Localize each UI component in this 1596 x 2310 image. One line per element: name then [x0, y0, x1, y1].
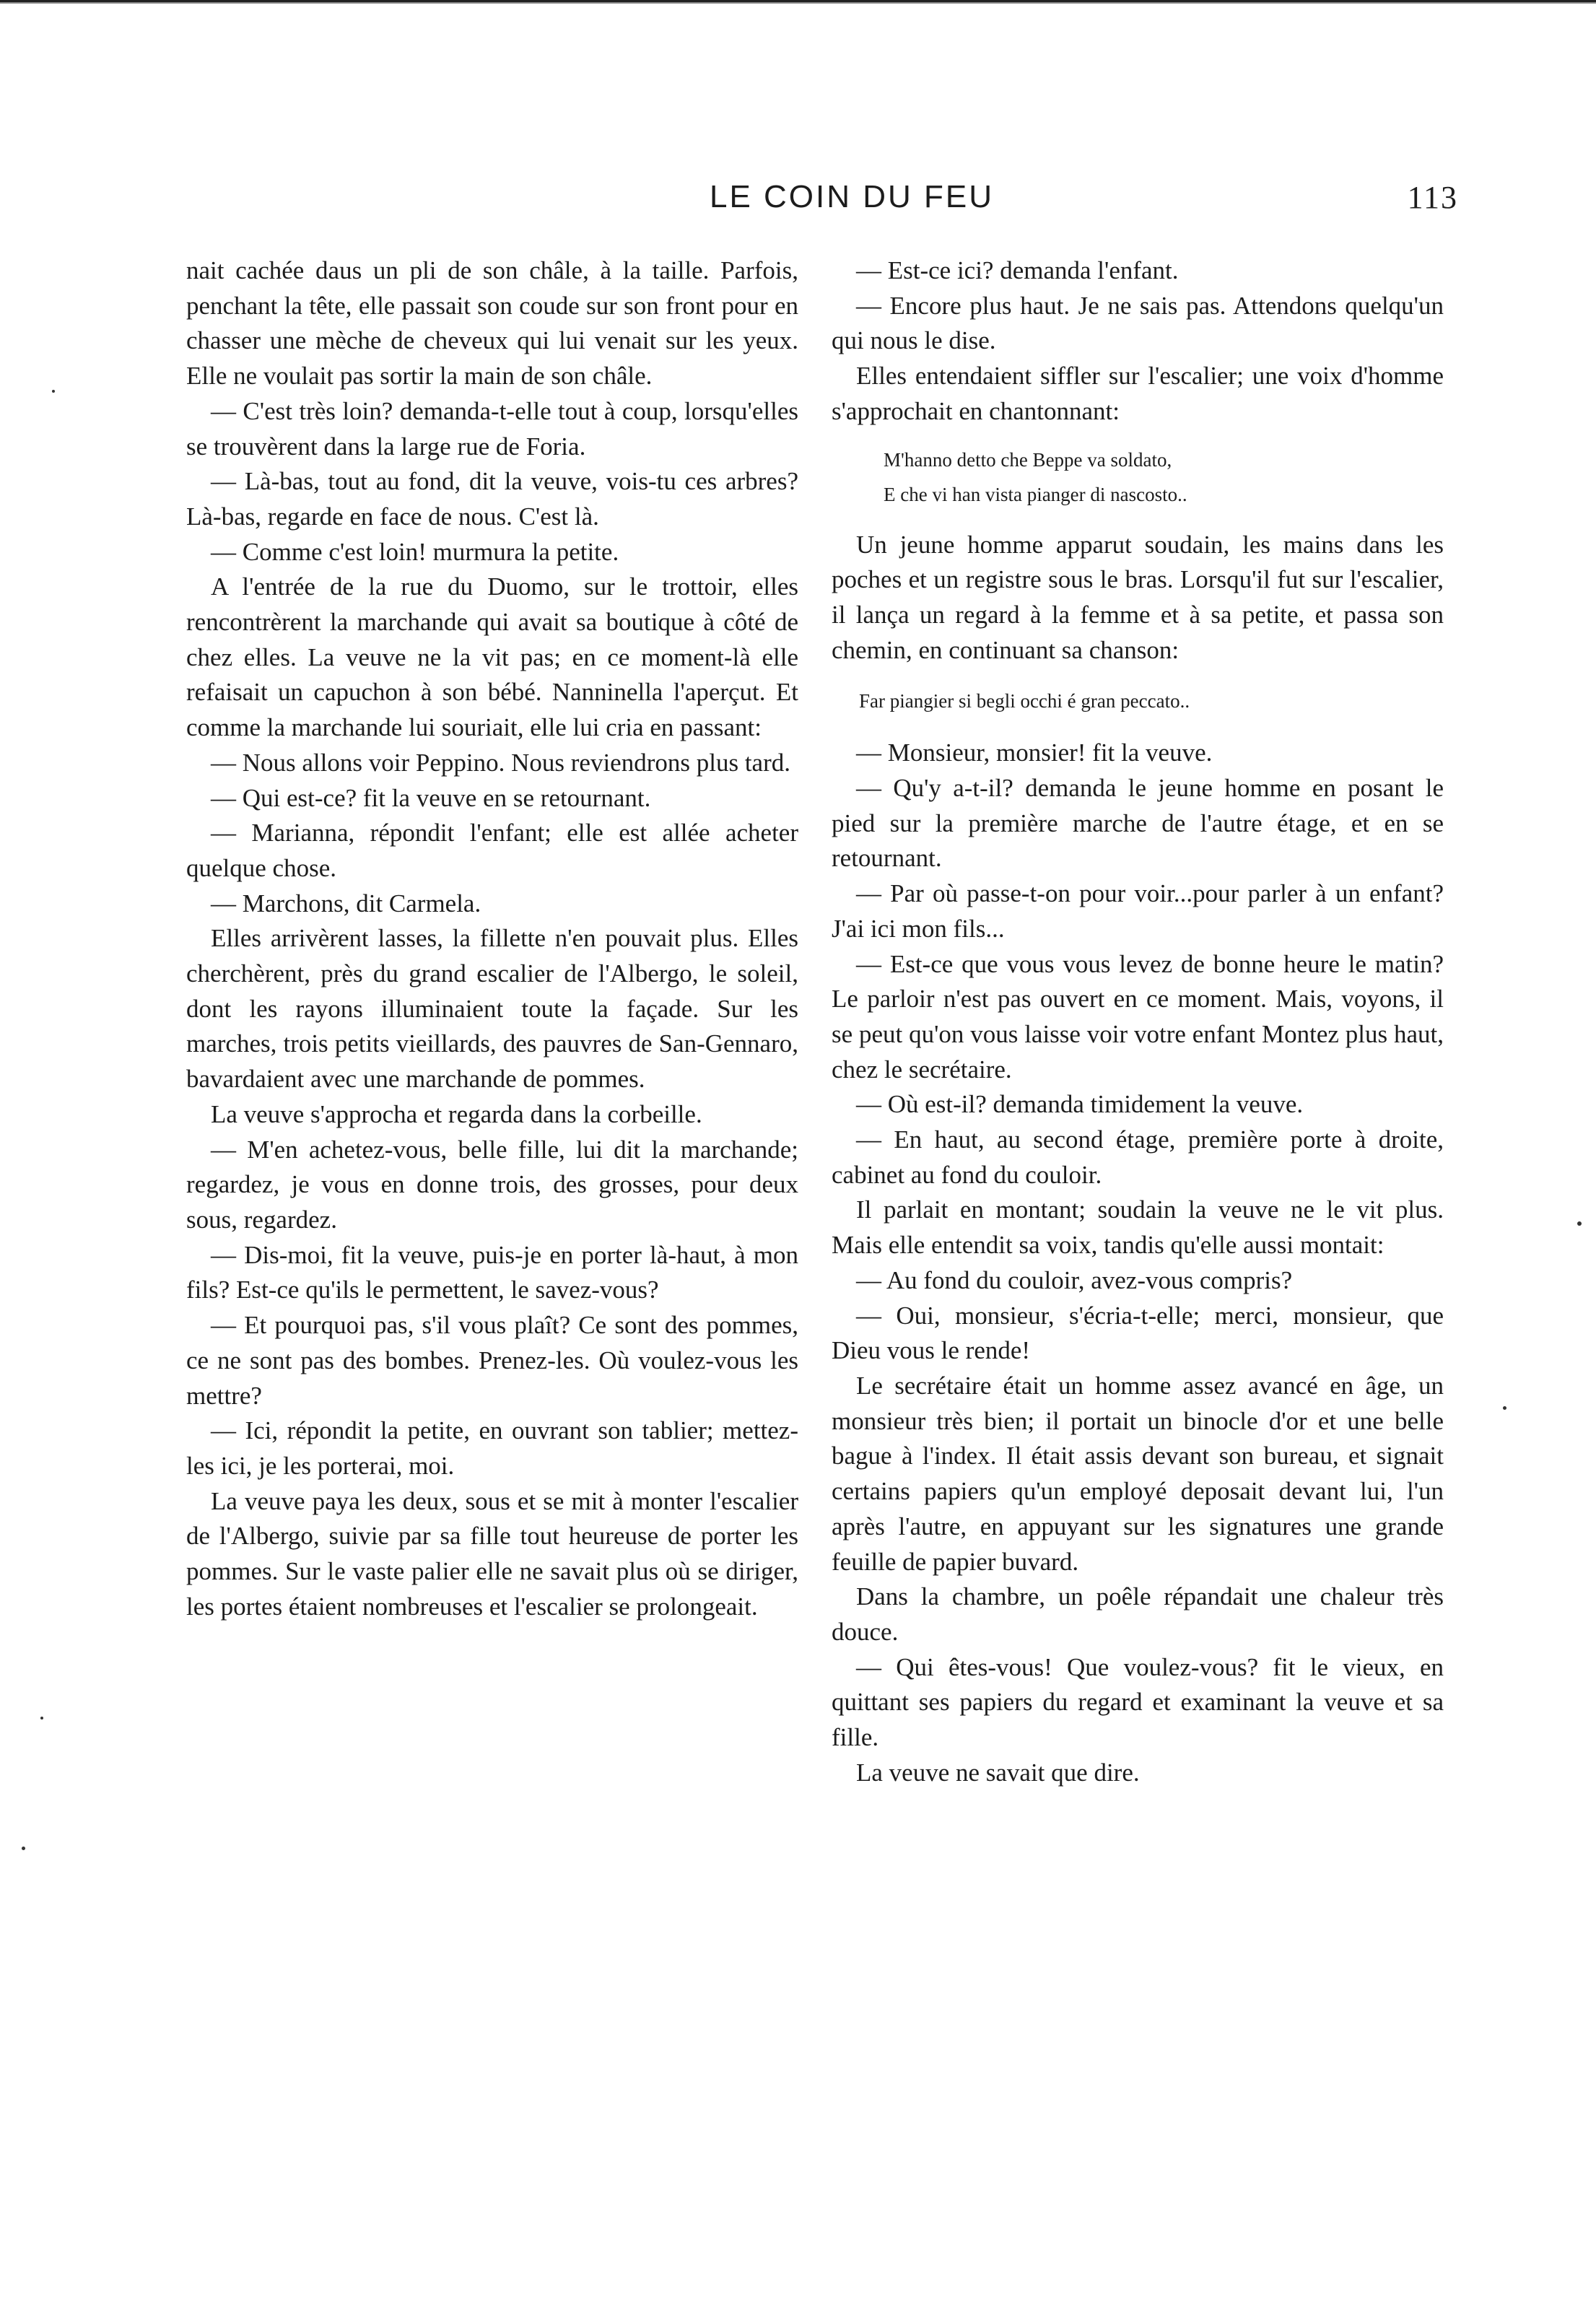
paragraph: — Dis-moi, fit la veuve, puis-je en porter là-haut, à mon fils? Est-ce qu'ils le permettent, le savez-vous?	[186, 1240, 798, 1304]
paragraph: La veuve ne savait que dire.	[856, 1758, 1140, 1787]
top-border-rule	[0, 0, 1596, 6]
paragraph: — Comme c'est loin! murmura la petite.	[211, 537, 619, 566]
paragraph: — Marchons, dit Carmela.	[211, 889, 481, 918]
song-verse-block	[832, 443, 1444, 512]
paragraph: — Par où passe-t-on pour voir...pour parler à un enfant? J'ai ici mon fils...	[832, 879, 1444, 943]
ink-speck	[52, 390, 55, 393]
paragraph: Le secrétaire était un homme assez avancé en âge, un monsieur très bien; il portait un binocle d'or et une belle bague à l'index. Il était assis devant son bureau, et signait certains papiers qu'un employé deposait devant lui, l'un après l'autre, en appuyant sur les signatures une grande feuille de papier buvard.	[832, 1371, 1444, 1576]
paragraph: — C'est très loin? demanda-t-elle tout à coup, lorsqu'elles se trouvèrent dans la large rue de Foria.	[186, 396, 798, 461]
paragraph: La veuve s'approcha et regarda dans la corbeille.	[211, 1099, 702, 1128]
paragraph: — Où est-il? demanda timidement la veuve.	[856, 1090, 1304, 1119]
paragraph: — M'en achetez-vous, belle fille, lui dit la marchande; regardez, je vous en donne trois, des grosses, pour deux sous, regardez.	[186, 1135, 798, 1234]
paragraph: — Au fond du couloir, avez-vous compris?	[856, 1265, 1293, 1294]
paragraph: — Monsieur, monsier! fit la veuve.	[856, 738, 1213, 767]
left-text-column	[186, 253, 798, 1624]
paragraph: — Encore plus haut. Je ne sais pas. Attendons quelqu'un qui nous le dise.	[832, 291, 1444, 355]
ink-speck	[1503, 1406, 1506, 1410]
page-number: 113	[1407, 180, 1458, 215]
paragraph: — En haut, au second étage, première porte à droite, cabinet au fond du couloir.	[832, 1125, 1444, 1189]
paragraph: Elles arrivèrent lasses, la fillette n'en pouvait plus. Elles cherchèrent, près du grand escalier de l'Albergo, le soleil, dont les rayons illuminaient toute la façade. Sur les marches, trois petits vieillards, des pauvres de San-Gennaro, bavardaient avec une marchande de pommes.	[186, 924, 798, 1094]
right-text-column	[832, 253, 1444, 1790]
song-verse-line: M'hanno detto che Beppe va soldato,	[884, 448, 1172, 471]
paragraph: Dans la chambre, un poêle répandait une chaleur très douce.	[832, 1582, 1444, 1646]
song-verse-line: E che vi han vista pianger di nascosto..	[884, 483, 1187, 505]
paragraph: Il parlait en montant; soudain la veuve ne le vit plus. Mais elle entendit sa voix, tandis qu'elle aussi montait:	[832, 1195, 1444, 1260]
paragraph: — Qui êtes-vous! Que voulez-vous? fit le vieux, en quittant ses papiers du regard et examinant la veuve et sa fille.	[832, 1652, 1444, 1752]
paragraph: — Qui est-ce? fit la veuve en se retournant.	[211, 783, 651, 812]
paragraph: La veuve paya les deux, sous et se mit à monter l'escalier de l'Albergo, suivie par sa fille tout heureuse de porter les pommes. Sur le vaste palier elle ne savait plus où se diriger, les portes étaient nombreuses et l'escalier se prolongeait.	[186, 1486, 798, 1621]
paragraph: — Marianna, répondit l'enfant; elle est allée acheter quelque chose.	[186, 819, 798, 882]
paragraph: Elles entendaient siffler sur l'escalier; une voix d'homme s'approchait en chantonnant:	[832, 362, 1444, 425]
paragraph: nait cachée daus un pli de son châle, à la taille. Parfois, penchant la tête, elle passait son coude sur son front pour en chasser une mèche de cheveux qui lui venait sur les yeux. Elle ne voulait pas sortir la main de son châle.	[186, 256, 798, 391]
paragraph: Un jeune homme apparut soudain, les mains dans les poches et un registre sous le bras. Lorsqu'il fut sur l'escalier, il lança un regard à la femme et à sa petite, et passa son chemin, en continuant sa chanson:	[832, 530, 1444, 664]
ink-speck	[22, 1847, 25, 1850]
paragraph: — Ici, répondit la petite, en ouvrant son tablier; mettez-les ici, je les porterai, moi.	[186, 1416, 798, 1480]
paragraph: — Oui, monsieur, s'écria-t-elle; merci, monsieur, que Dieu vous le rende!	[832, 1301, 1444, 1365]
paragraph: — Nous allons voir Peppino. Nous reviendrons plus tard.	[211, 748, 790, 777]
song-verse-line: Far piangier si begli occhi é gran peccato..	[859, 690, 1190, 712]
paragraph: — Est-ce que vous vous levez de bonne heure le matin? Le parloir n'est pas ouvert en ce moment. Mais, voyons, il se peut qu'on vous laisse voir votre enfant Montez plus haut, chez le secrétaire.	[832, 949, 1444, 1084]
paragraph: — Et pourquoi pas, s'il vous plaît? Ce sont des pommes, ce ne sont pas des bombes. Prenez-les. Où voulez-vous les mettre?	[186, 1311, 798, 1410]
running-header-title: LE COIN DU FEU	[709, 179, 995, 214]
paragraph: — Qu'y a-t-il? demanda le jeune homme en posant le pied sur la première marche de l'autre étage, et en se retournant.	[832, 774, 1444, 873]
paragraph: A l'entrée de la rue du Duomo, sur le trottoir, elles rencontrèrent la marchande qui avait sa boutique à côté de chez elles. La veuve ne la vit pas; en ce moment-là elle refaisait un capuchon à son bébé. Nanninella l'aperçut. Et comme la marchande lui souriait, elle lui cria en passant:	[186, 572, 798, 742]
ink-speck	[40, 1717, 43, 1720]
paragraph: — Là-bas, tout au fond, dit la veuve, vois-tu ces arbres? Là-bas, regarde en face de nous. C'est là.	[186, 467, 798, 531]
ink-speck	[1577, 1221, 1582, 1226]
paragraph: — Est-ce ici? demanda l'enfant.	[856, 256, 1179, 284]
song-verse-block	[832, 684, 1444, 718]
